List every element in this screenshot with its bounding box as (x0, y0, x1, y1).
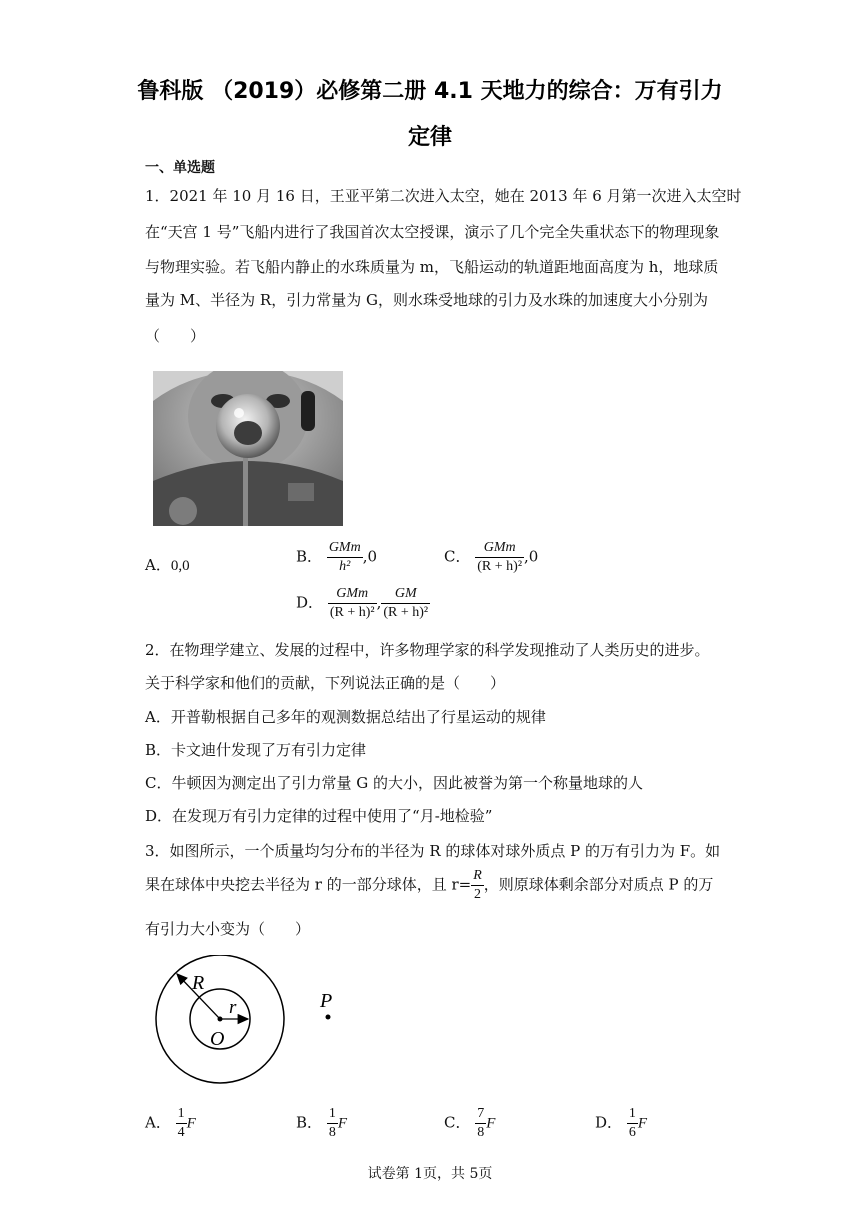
point-p (326, 1015, 331, 1020)
q1-option-a[interactable]: A．0,0 (145, 556, 190, 574)
q3-stem-line: 果在球体中央挖去半径为 r 的一部分球体，且 r= $\frac{R}{2}$ ，则原球体剩余部分对质点 P 的万 (145, 868, 714, 902)
q2-stem-line: 关于科学家和他们的贡献，下列说法正确的是（ ） (145, 674, 506, 692)
space-lesson-photo (153, 371, 343, 526)
q2-stem-line: 2．在物理学建立、发展的过程中，许多物理学家的科学发现推动了人类历史的进步。 (145, 641, 710, 659)
q2-option-b[interactable]: B．卡文迪什发现了万有引力定律 (145, 741, 367, 759)
q1-stem-line: 量为 M、半径为 R，引力常量为 G，则水珠受地球的引力及水珠的加速度大小分别为 (145, 291, 708, 309)
q1-option-d[interactable]: D． $\frac{\text{GMm}}{\text{(R + h)²}}$ , $\frac{GM}{\text{(R + h)²}}$ (296, 586, 429, 620)
q3-option-b[interactable]: B． $\frac{1}{8}$ F (296, 1106, 347, 1140)
label-r: r (229, 997, 237, 1018)
label-R: R (192, 972, 205, 994)
q1-stem-line: 1．2021 年 10 月 16 日，王亚平第二次进入太空，她在 2013 年 6 月第一次进入太空时 (145, 187, 742, 205)
q1-option-c[interactable]: C． $\frac{\text{GMm}}{\text{(R + h)²}}$ ,0 (444, 540, 539, 574)
page-footer: 试卷第 1页，共 5页 (367, 1166, 493, 1182)
label-P: P (320, 990, 333, 1012)
label-O: O (210, 1028, 225, 1050)
q2-option-d[interactable]: D．在发现万有引力定律的过程中使用了“月-地检验” (145, 807, 493, 825)
q3-option-d[interactable]: D． $\frac{1}{6}$ F (595, 1106, 647, 1140)
q3-option-c[interactable]: C． $\frac{7}{8}$ F (444, 1106, 496, 1140)
page-title: 鲁科版 （2019）必修第二册 4.1 天地力的综合：万有引力 (137, 79, 723, 104)
center-point (218, 1017, 223, 1022)
q2-option-a[interactable]: A．开普勒根据自己多年的观测数据总结出了行星运动的规律 (145, 708, 546, 726)
q1-answer-blank: （ ） (145, 327, 206, 345)
q1-option-b[interactable]: B． $\frac{\text{GMm}}{\text{h²}}$ ,0 (296, 540, 378, 574)
sphere-cavity-diagram (150, 955, 380, 1095)
q3-stem-line: 3．如图所示，一个质量均匀分布的半径为 R 的球体对球外质点 P 的万有引力为 F。如 (145, 842, 721, 860)
page-title-continued: 定律 (407, 125, 452, 150)
q1-stem-line: 在“天宫 1 号”飞船内进行了我国首次太空授课，演示了几个完全失重状态下的物理现象 (145, 223, 720, 241)
section-heading: 一、单选题 (145, 160, 215, 176)
q3-stem-line: 有引力大小变为（ ） (145, 920, 311, 938)
q1-stem-line: 与物理实验。若飞船内静止的水珠质量为 m，飞船运动的轨道距地面高度为 h，地球质 (145, 258, 719, 276)
q2-option-c[interactable]: C．牛顿因为测定出了引力常量 G 的大小，因此被誉为第一个称量地球的人 (145, 774, 643, 792)
q3-option-a[interactable]: A． $\frac{1}{4}$ F (145, 1106, 196, 1140)
